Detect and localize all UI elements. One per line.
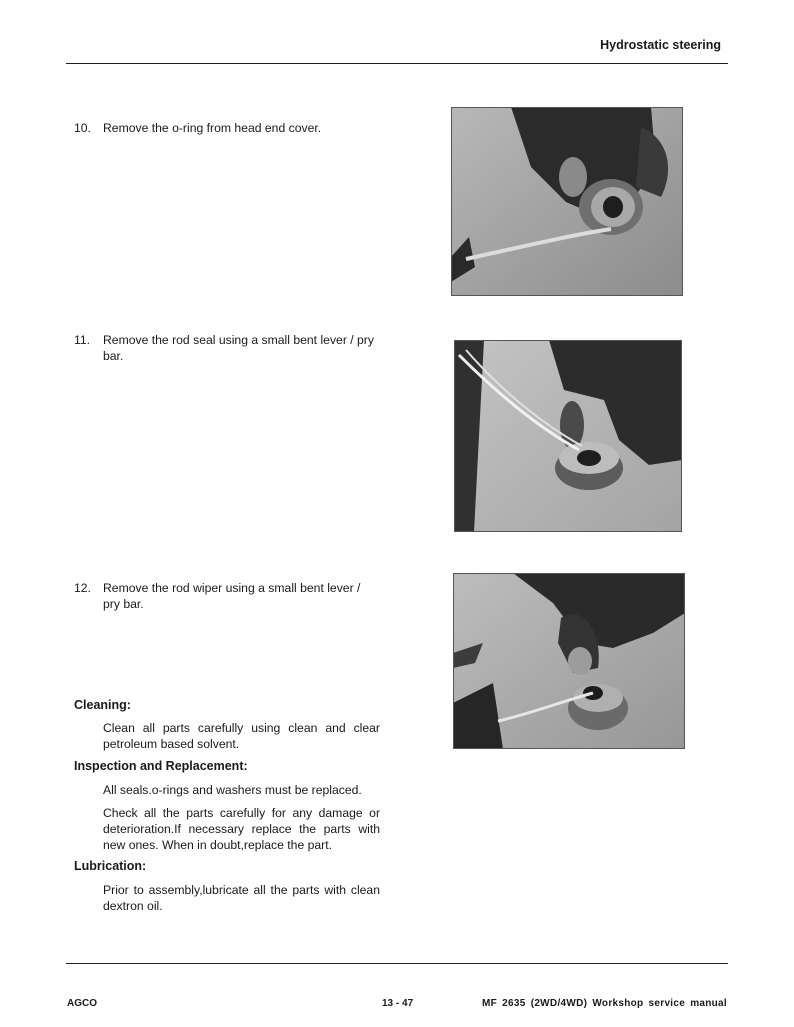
step-text: Remove the rod seal using a small bent lever / pry bar.	[103, 333, 374, 363]
step-number: 11.	[74, 333, 91, 347]
cleaning-text: Clean all parts carefully using clean and clear petroleum based solvent.	[103, 721, 380, 751]
step-text: Remove the rod wiper using a small bent lever / pry bar.	[103, 581, 361, 611]
cleaning-heading: Cleaning:	[74, 698, 131, 712]
step-number: 12.	[74, 581, 91, 595]
step-10	[74, 120, 380, 136]
lubrication-text: Prior to assembly,lubricate all the parts with clean dextron oil.	[103, 883, 380, 913]
step-text: Remove the o-ring from head end cover.	[103, 121, 322, 135]
step-number: 10.	[74, 121, 91, 135]
manual-title: MF 2635 (2WD/4WD) Workshop service manual	[482, 998, 727, 1009]
header-rule	[66, 63, 728, 64]
page-number: 13 - 47	[382, 998, 414, 1009]
step-12	[74, 580, 380, 612]
inspection-text-1: All seals.o-rings and washers must be replaced.	[103, 783, 362, 797]
photo-oring-removal	[451, 107, 683, 296]
photo-rod-wiper-removal	[453, 573, 685, 749]
footer-brand: AGCO	[67, 998, 97, 1009]
photo-rod-seal-removal	[454, 340, 682, 532]
step-11	[74, 332, 380, 364]
inspection-text-2: Check all the parts carefully for any damage or deterioration.If necessary replace the parts with new ones. When in doubt,replace the part.	[103, 806, 380, 852]
inspection-heading: Inspection and Replacement:	[74, 759, 248, 773]
footer-rule	[66, 963, 728, 964]
header-title: Hydrostatic steering	[600, 38, 721, 52]
lubrication-heading: Lubrication:	[74, 859, 147, 873]
